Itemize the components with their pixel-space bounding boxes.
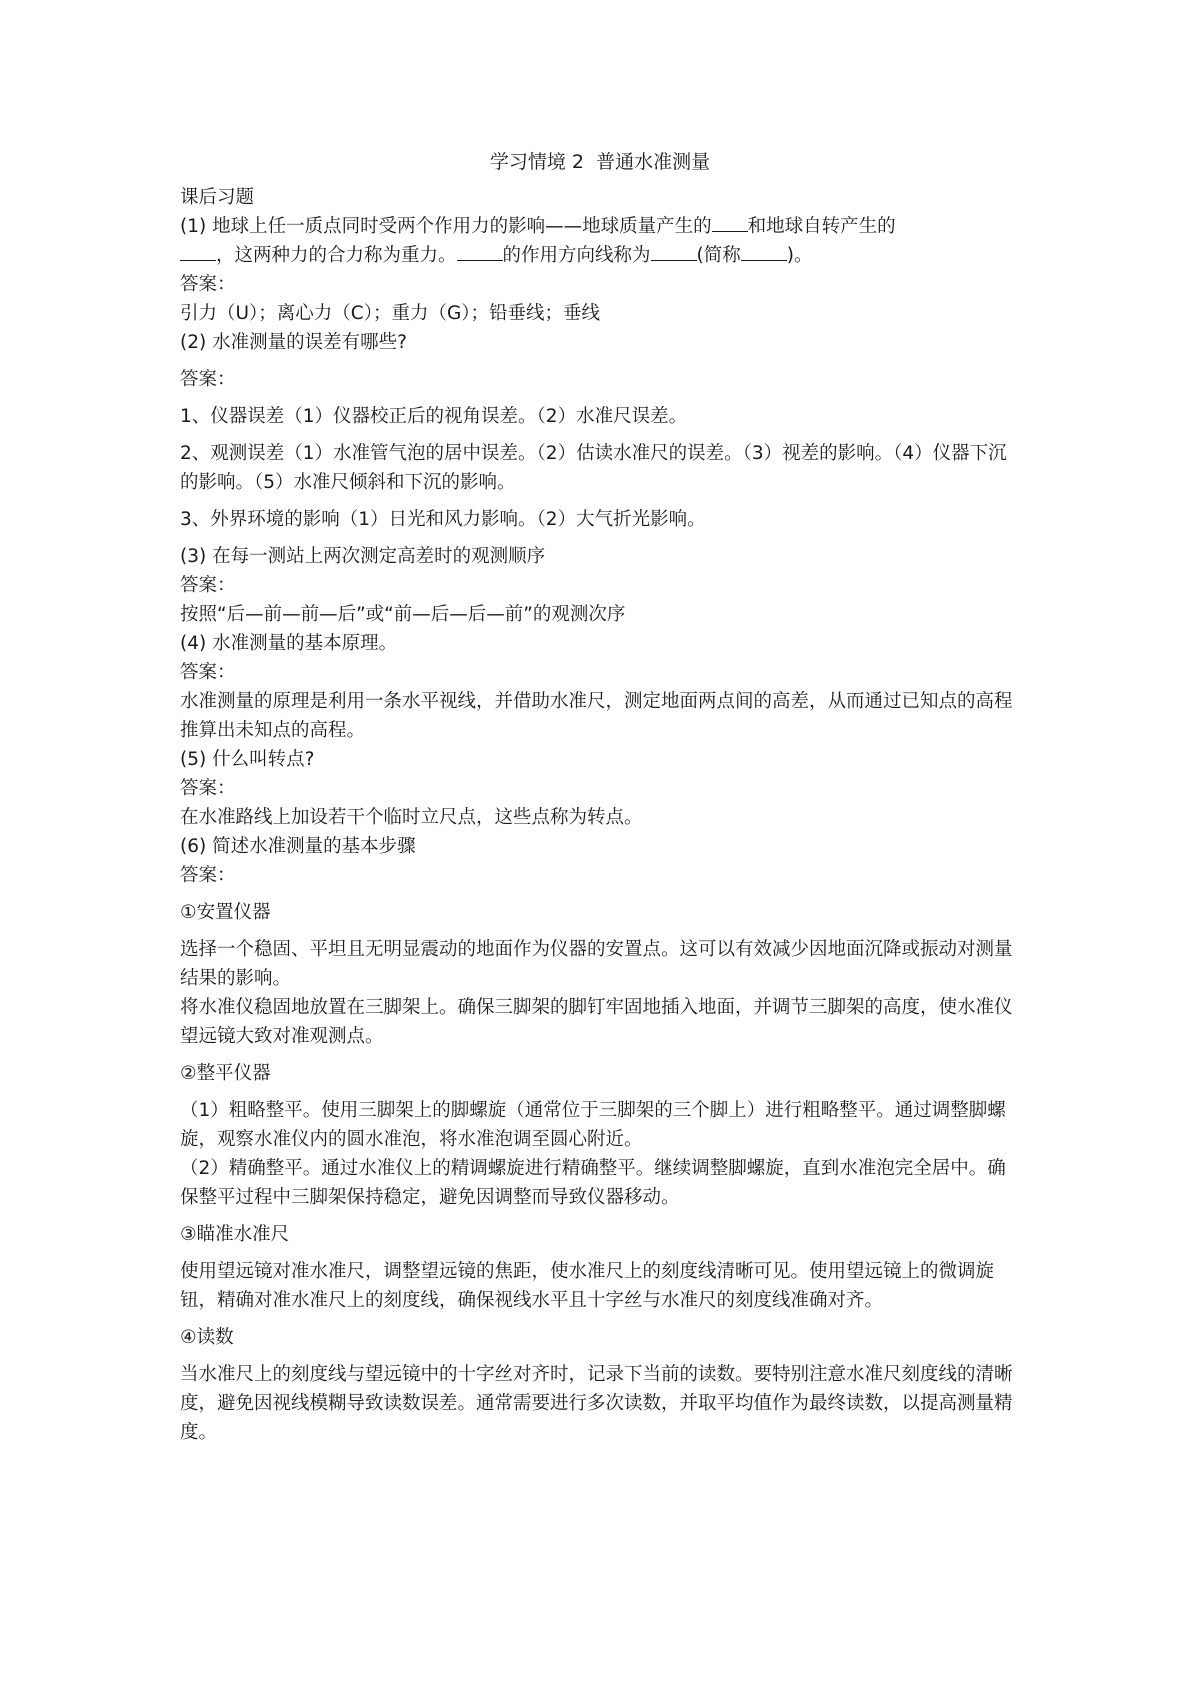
blank-5 (741, 242, 787, 261)
blank-1 (712, 213, 748, 232)
answer-5: 在水准路线上加设若干个临时立尺点，这些点称为转点。 (180, 807, 643, 828)
answer-label: 答案： (180, 274, 236, 295)
answer-label: 答案： (180, 865, 236, 886)
page-title: 学习情境 2 普通水准测量 (489, 151, 711, 173)
step-2-para-2: （2）精确整平。通过水准仪上的精调螺旋进行精确整平。继续调整脚螺旋，直到水准泡完全居中。确保整平过程中三脚架保持稳定，避免因调整而导致仪器移动。 (180, 1158, 1006, 1208)
question-1: (1) 地球上任一质点同时受两个作用力的影响——地球质量产生的 和地球自转产生的 ，这两种力的合力称为重力。 的作用方向线称为 (简称 )。 (180, 212, 1020, 270)
answer-1: 引力（U）；离心力（C）；重力（G）；铅垂线；垂线 (180, 303, 601, 324)
question-4: (4) 水准测量的基本原理。 (180, 633, 398, 654)
answer-2-item-3: 3、外界环境的影响（1）日光和风力影响。（2）大气折光影响。 (180, 509, 706, 530)
answer-label: 答案： (180, 369, 236, 390)
step-4-title: ④读数 (180, 1327, 234, 1348)
document-page (180, 148, 1020, 1447)
step-4-para-1: 当水准尺上的刻度线与望远镜中的十字丝对齐时，记录下当前的读数。要特别注意水准尺刻度线的清晰度，避免因视线模糊导致读数误差。通常需要进行多次读数，并取平均值作为最终读数，以提高测量精度。 (180, 1364, 1013, 1443)
answer-2-item-2: 2、观测误差（1）水准管气泡的居中误差。（2）估读水准尺的误差。（3）视差的影响。（4）仪器下沉的影响。（5）水准尺倾斜和下沉的影响。 (180, 443, 1007, 493)
answer-label: 答案： (180, 662, 236, 683)
step-1-para-1: 选择一个稳固、平坦且无明显震动的地面作为仪器的安置点。这可以有效减少因地面沉降或振动对测量结果的影响。 (180, 939, 1013, 989)
blank-4 (651, 242, 697, 261)
question-6: (6) 简述水准测量的基本步骤 (180, 836, 416, 857)
question-3: (3) 在每一测站上两次测定高差时的观测顺序 (180, 546, 546, 567)
blank-2 (180, 242, 216, 261)
answer-label: 答案： (180, 778, 236, 799)
step-1-para-2: 将水准仪稳固地放置在三脚架上。确保三脚架的脚钉牢固地插入地面，并调节三脚架的高度，使水准仪望远镜大致对准观测点。 (180, 997, 1013, 1047)
answer-2-item-1: 1、仪器误差（1）仪器校正后的视角误差。（2）水准尺误差。 (180, 406, 688, 427)
answer-4: 水准测量的原理是利用一条水平视线，并借助水准尺，测定地面两点间的高差，从而通过已知点的高程推算出未知点的高程。 (180, 691, 1013, 741)
question-2: (2) 水准测量的误差有哪些? (180, 332, 407, 353)
question-5: (5) 什么叫转点? (180, 749, 315, 770)
blank-3 (457, 242, 503, 261)
section-heading: 课后习题 (180, 187, 255, 208)
step-2-title: ②整平仪器 (180, 1063, 271, 1084)
answer-3: 按照“后—前—前—后”或“前—后—后—前”的观测次序 (180, 604, 626, 625)
step-3-para-1: 使用望远镜对准水准尺，调整望远镜的焦距，使水准尺上的刻度线清晰可见。使用望远镜上的微调旋钮，精确对准水准尺上的刻度线，确保视线水平且十字丝与水准尺的刻度线准确对齐。 (180, 1261, 995, 1311)
answer-label: 答案： (180, 575, 236, 596)
step-2-para-1: （1）粗略整平。使用三脚架上的脚螺旋（通常位于三脚架的三个脚上）进行粗略整平。通过调整脚螺旋，观察水准仪内的圆水准泡，将水准泡调至圆心附近。 (180, 1100, 1006, 1150)
step-3-title: ③瞄准水准尺 (180, 1224, 290, 1245)
step-1-title: ①安置仪器 (180, 902, 271, 923)
